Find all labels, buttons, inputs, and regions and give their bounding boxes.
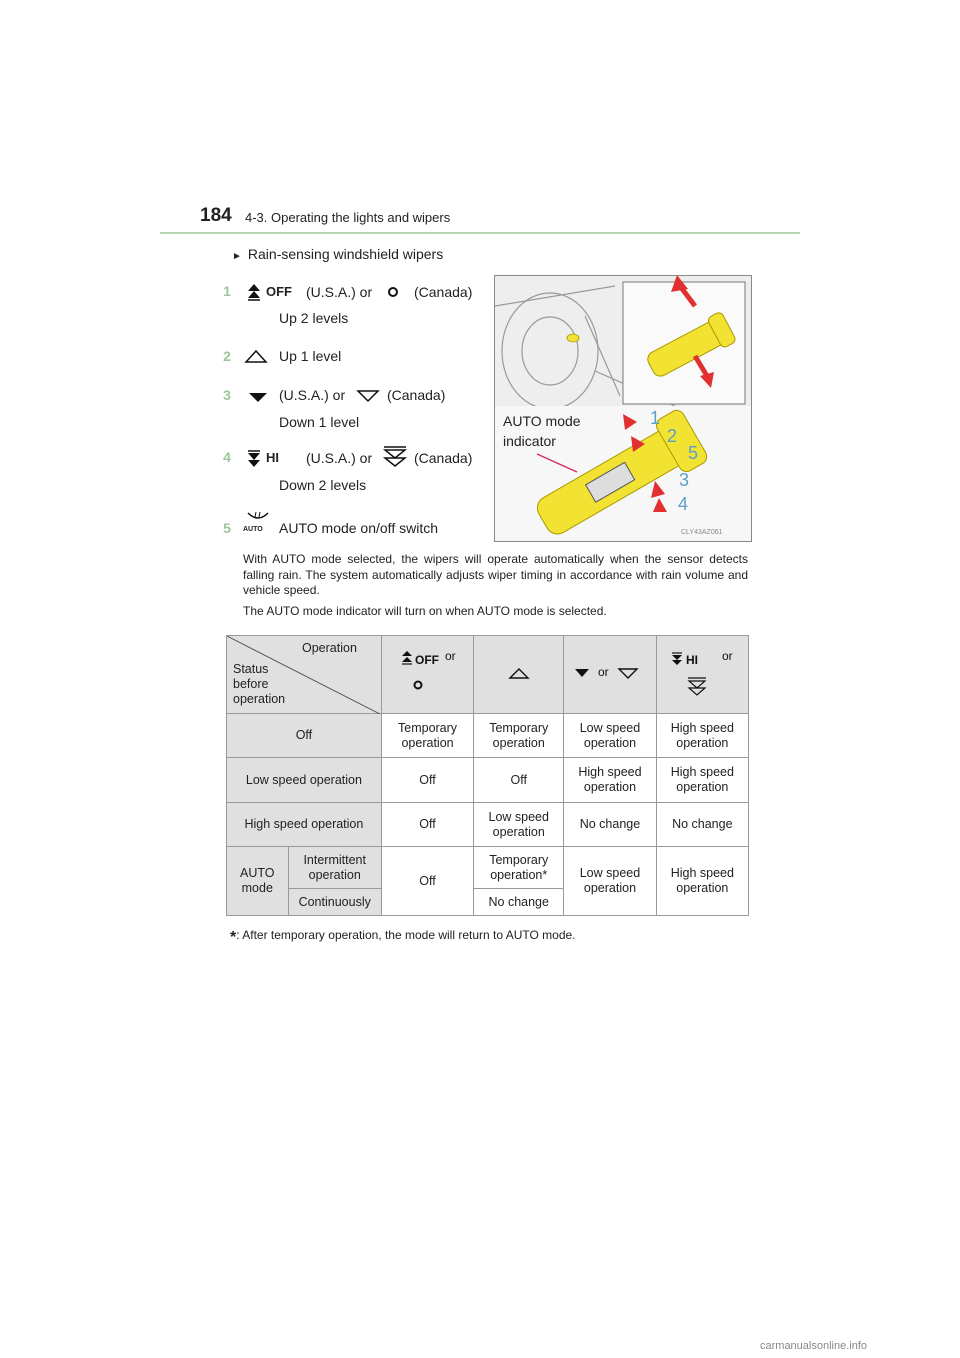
cell: High speed operation bbox=[656, 758, 748, 803]
triangle-bullet-icon: ► bbox=[232, 251, 242, 262]
header-corner-cell bbox=[227, 636, 382, 714]
auto-mode-paragraph: With AUTO mode selected, the wipers will operate automatically when the sensor detects falling rain. The system automatically adjusts wiper timing in accordance with rain volume and vehicle speed. bbox=[243, 552, 748, 597]
item-4-desc: Down 2 levels bbox=[279, 477, 367, 493]
cell: Off bbox=[381, 803, 473, 847]
cell: High speed operation bbox=[656, 847, 748, 916]
hi-label: HI bbox=[266, 450, 279, 465]
or-text-2: or bbox=[597, 664, 609, 679]
cell: Off bbox=[474, 758, 564, 803]
sub-heading bbox=[232, 246, 443, 262]
wiper-switch-figure bbox=[494, 275, 752, 542]
callout-1: 1 bbox=[650, 408, 661, 428]
cell: Low speed operation bbox=[564, 714, 656, 758]
or-text-1: or bbox=[444, 648, 456, 663]
wiper-down2-usa-icon bbox=[246, 449, 262, 474]
table-row bbox=[227, 714, 749, 758]
operation-table bbox=[226, 635, 749, 916]
row-sublabel-continuously: Continuously bbox=[288, 889, 381, 916]
header-status: Status before operation bbox=[233, 662, 286, 706]
auto-icon-label: AUTO bbox=[243, 526, 263, 533]
item-4-text2: (Canada) bbox=[414, 450, 473, 466]
mist-off-canada-icon bbox=[386, 285, 400, 304]
header-down1-cell bbox=[564, 636, 656, 714]
off-label: OFF bbox=[266, 284, 292, 299]
table-hi-label: HI bbox=[686, 652, 699, 667]
cell: Off bbox=[381, 758, 473, 803]
cell: Off bbox=[381, 847, 473, 916]
header-up2-cell bbox=[381, 636, 473, 714]
row-label-low: Low speed operation bbox=[227, 758, 382, 803]
cell: No change bbox=[656, 803, 748, 847]
callout-5: 5 bbox=[688, 443, 699, 463]
header-up1-cell bbox=[474, 636, 564, 714]
wiper-up1-icon bbox=[244, 348, 268, 369]
cell: High speed operation bbox=[564, 758, 656, 803]
cell: No change bbox=[564, 803, 656, 847]
row-label-off: Off bbox=[227, 714, 382, 758]
item-number-3: 3 bbox=[223, 387, 231, 403]
up1-table-icon bbox=[507, 666, 531, 680]
item-number-2: 2 bbox=[223, 348, 231, 364]
item-number-1: 1 bbox=[223, 283, 231, 299]
or-text-3: or bbox=[722, 648, 733, 663]
item-3-text2: (Canada) bbox=[387, 387, 446, 403]
cell: No change bbox=[474, 889, 564, 916]
item-2-text: Up 1 level bbox=[279, 348, 342, 364]
item-3-text: (U.S.A.) or bbox=[279, 387, 346, 403]
cell: Temporary operation bbox=[381, 714, 473, 758]
sub-heading-text: Rain-sensing windshield wipers bbox=[247, 246, 444, 262]
callout-3: 3 bbox=[679, 470, 690, 490]
item-5-text: AUTO mode on/off switch bbox=[279, 520, 438, 536]
callout-2: 2 bbox=[667, 426, 678, 446]
header-divider bbox=[160, 232, 800, 234]
cell: High speed operation bbox=[656, 714, 748, 758]
up2-icons bbox=[388, 643, 468, 703]
row-label-high: High speed operation bbox=[227, 803, 382, 847]
header-operation: Operation bbox=[302, 641, 357, 655]
cell: Low speed operation bbox=[474, 803, 564, 847]
wiper-down2-canada-icon bbox=[382, 445, 408, 474]
item-number-4: 4 bbox=[223, 449, 231, 465]
callout-4: 4 bbox=[678, 494, 689, 514]
row-sublabel-intermittent: Intermittent operation bbox=[288, 847, 381, 889]
item-1-text: (U.S.A.) or bbox=[306, 284, 373, 300]
cell: Temporary operation bbox=[474, 714, 564, 758]
item-1-text2: (Canada) bbox=[414, 284, 473, 300]
section-title: 4-3. Operating the lights and wipers bbox=[245, 210, 451, 225]
header-down2-cell bbox=[656, 636, 748, 714]
footnote-text: : After temporary operation, the mode will return to AUTO mode. bbox=[236, 928, 576, 942]
table-row bbox=[227, 803, 749, 847]
indicator-paragraph: The AUTO mode indicator will turn on when AUTO mode is selected. bbox=[243, 604, 607, 618]
watermark: carmanualsonline.info bbox=[760, 1340, 868, 1352]
page-number: 184 bbox=[200, 205, 232, 226]
down1-icons bbox=[570, 663, 650, 683]
table-row bbox=[227, 847, 749, 889]
item-3-desc: Down 1 level bbox=[279, 414, 360, 430]
wiper-down1-usa-icon bbox=[247, 390, 269, 408]
wiper-down1-canada-icon bbox=[356, 389, 380, 408]
table-header-row bbox=[227, 636, 749, 714]
table-row bbox=[227, 758, 749, 803]
down2-icons bbox=[662, 643, 742, 703]
figure-code: CLY43AZ061 bbox=[681, 529, 723, 536]
item-4-text: (U.S.A.) or bbox=[306, 450, 373, 466]
cell: Temporary operation* bbox=[474, 847, 564, 889]
footnote bbox=[230, 928, 576, 947]
indicator-label-line1: AUTO mode bbox=[503, 413, 581, 429]
cell: Low speed operation bbox=[564, 847, 656, 916]
row-label-auto: AUTO mode bbox=[227, 847, 289, 916]
item-1-desc: Up 2 levels bbox=[279, 310, 349, 326]
table-off-label: OFF bbox=[414, 652, 439, 667]
footnote-star: * bbox=[230, 929, 237, 946]
indicator-label-line2: indicator bbox=[503, 433, 556, 449]
item-number-5: 5 bbox=[223, 520, 231, 536]
